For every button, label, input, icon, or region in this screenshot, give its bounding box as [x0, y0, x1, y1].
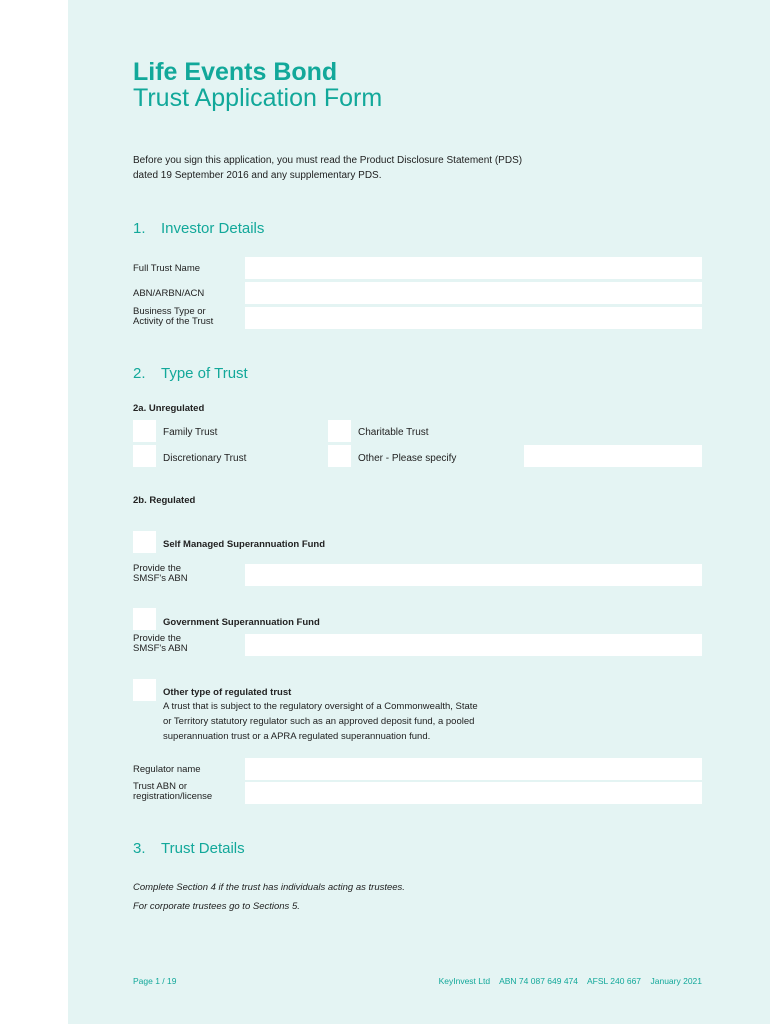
other-regulated-desc-line3: superannuation trust or a APRA regulated superannuation fund.: [163, 731, 431, 742]
regulated-subheading: 2b. Regulated: [133, 495, 196, 506]
other-regulated-desc-line1: A trust that is subject to the regulatory oversight of a Commonwealth, State: [163, 701, 478, 712]
section-1-number: 1.: [133, 220, 146, 237]
trust-abn-label: [133, 782, 212, 802]
charitable-trust-label: Charitable Trust: [358, 427, 429, 438]
section-3-number: 3.: [133, 840, 146, 857]
page-number: Page 1 / 19: [133, 976, 177, 986]
other-regulated-checkbox[interactable]: [133, 679, 156, 701]
smsf-label: Self Managed Superannuation Fund: [163, 539, 326, 550]
full-trust-name-label: Full Trust Name: [133, 263, 201, 274]
abn-label: ABN/ARBN/ACN: [133, 288, 205, 299]
other-regulated-label: Other type of regulated trust: [163, 687, 292, 698]
full-trust-name-field[interactable]: [245, 257, 702, 279]
government-fund-checkbox[interactable]: [133, 608, 156, 630]
family-trust-label: Family Trust: [163, 427, 218, 438]
section-3-title: Trust Details: [161, 840, 245, 857]
section-2-number: 2.: [133, 365, 146, 382]
business-type-label-line2: Activity of the Trust: [133, 316, 214, 327]
form-title-line2: Trust Application Form: [133, 84, 383, 112]
footer-afsl: AFSL 240 667: [587, 976, 642, 986]
section-2-title: Type of Trust: [161, 365, 248, 382]
trust-abn-label-line1: Trust ABN or: [133, 781, 188, 792]
charitable-trust-checkbox[interactable]: [328, 420, 351, 442]
form-title-line1: Life Events Bond: [133, 58, 338, 86]
government-abn-label-line1: Provide the: [133, 633, 182, 644]
smsf-abn-field[interactable]: [245, 564, 702, 586]
business-type-label: [133, 307, 213, 327]
unregulated-subheading: 2a. Unregulated: [133, 403, 205, 414]
smsf-checkbox[interactable]: [133, 531, 156, 553]
business-type-label-line1: Business Type or: [133, 306, 206, 317]
footer-date: January 2021: [650, 976, 702, 986]
government-abn-field[interactable]: [245, 634, 702, 656]
footer-abn: ABN 74 087 649 474: [499, 976, 579, 986]
section-1-title: Investor Details: [161, 220, 265, 237]
footer-company: KeyInvest Ltd: [438, 976, 491, 986]
regulator-name-label: Regulator name: [133, 764, 201, 775]
other-regulated-description: [163, 699, 563, 744]
section-1-heading: [133, 220, 264, 237]
other-trust-specify-field[interactable]: [524, 445, 702, 467]
section-3-heading: [133, 840, 245, 857]
regulator-name-field[interactable]: [245, 758, 702, 780]
business-type-field[interactable]: [245, 307, 702, 329]
intro-line2: dated 19 September 2016 and any supplementary PDS.: [133, 170, 382, 181]
section-2-heading: [133, 365, 248, 382]
other-trust-checkbox[interactable]: [328, 445, 351, 467]
other-regulated-desc-line2: or Territory statutory regulator such as an approved deposit fund, a pooled: [163, 716, 475, 727]
footer-company-info: [439, 976, 702, 986]
other-trust-label: Other - Please specify: [358, 453, 457, 464]
government-abn-label-line2: SMSF's ABN: [133, 643, 188, 654]
discretionary-trust-label: Discretionary Trust: [163, 453, 247, 464]
intro-line1: Before you sign this application, you must read the Product Disclosure Statement (PDS): [133, 155, 523, 166]
intro-text: [133, 153, 603, 183]
smsf-abn-label: [133, 564, 188, 584]
smsf-abn-label-line1: Provide the: [133, 563, 182, 574]
abn-field[interactable]: [245, 282, 702, 304]
discretionary-trust-checkbox[interactable]: [133, 445, 156, 467]
government-abn-label: [133, 634, 188, 654]
trust-abn-field[interactable]: [245, 782, 702, 804]
trust-abn-label-line2: registration/license: [133, 791, 213, 802]
section-3-note-2: For corporate trustees go to Sections 5.: [133, 901, 300, 912]
family-trust-checkbox[interactable]: [133, 420, 156, 442]
government-fund-label: Government Superannuation Fund: [163, 617, 320, 628]
section-3-note-1: Complete Section 4 if the trust has individuals acting as trustees.: [133, 882, 405, 893]
smsf-abn-label-line2: SMSF's ABN: [133, 573, 188, 584]
